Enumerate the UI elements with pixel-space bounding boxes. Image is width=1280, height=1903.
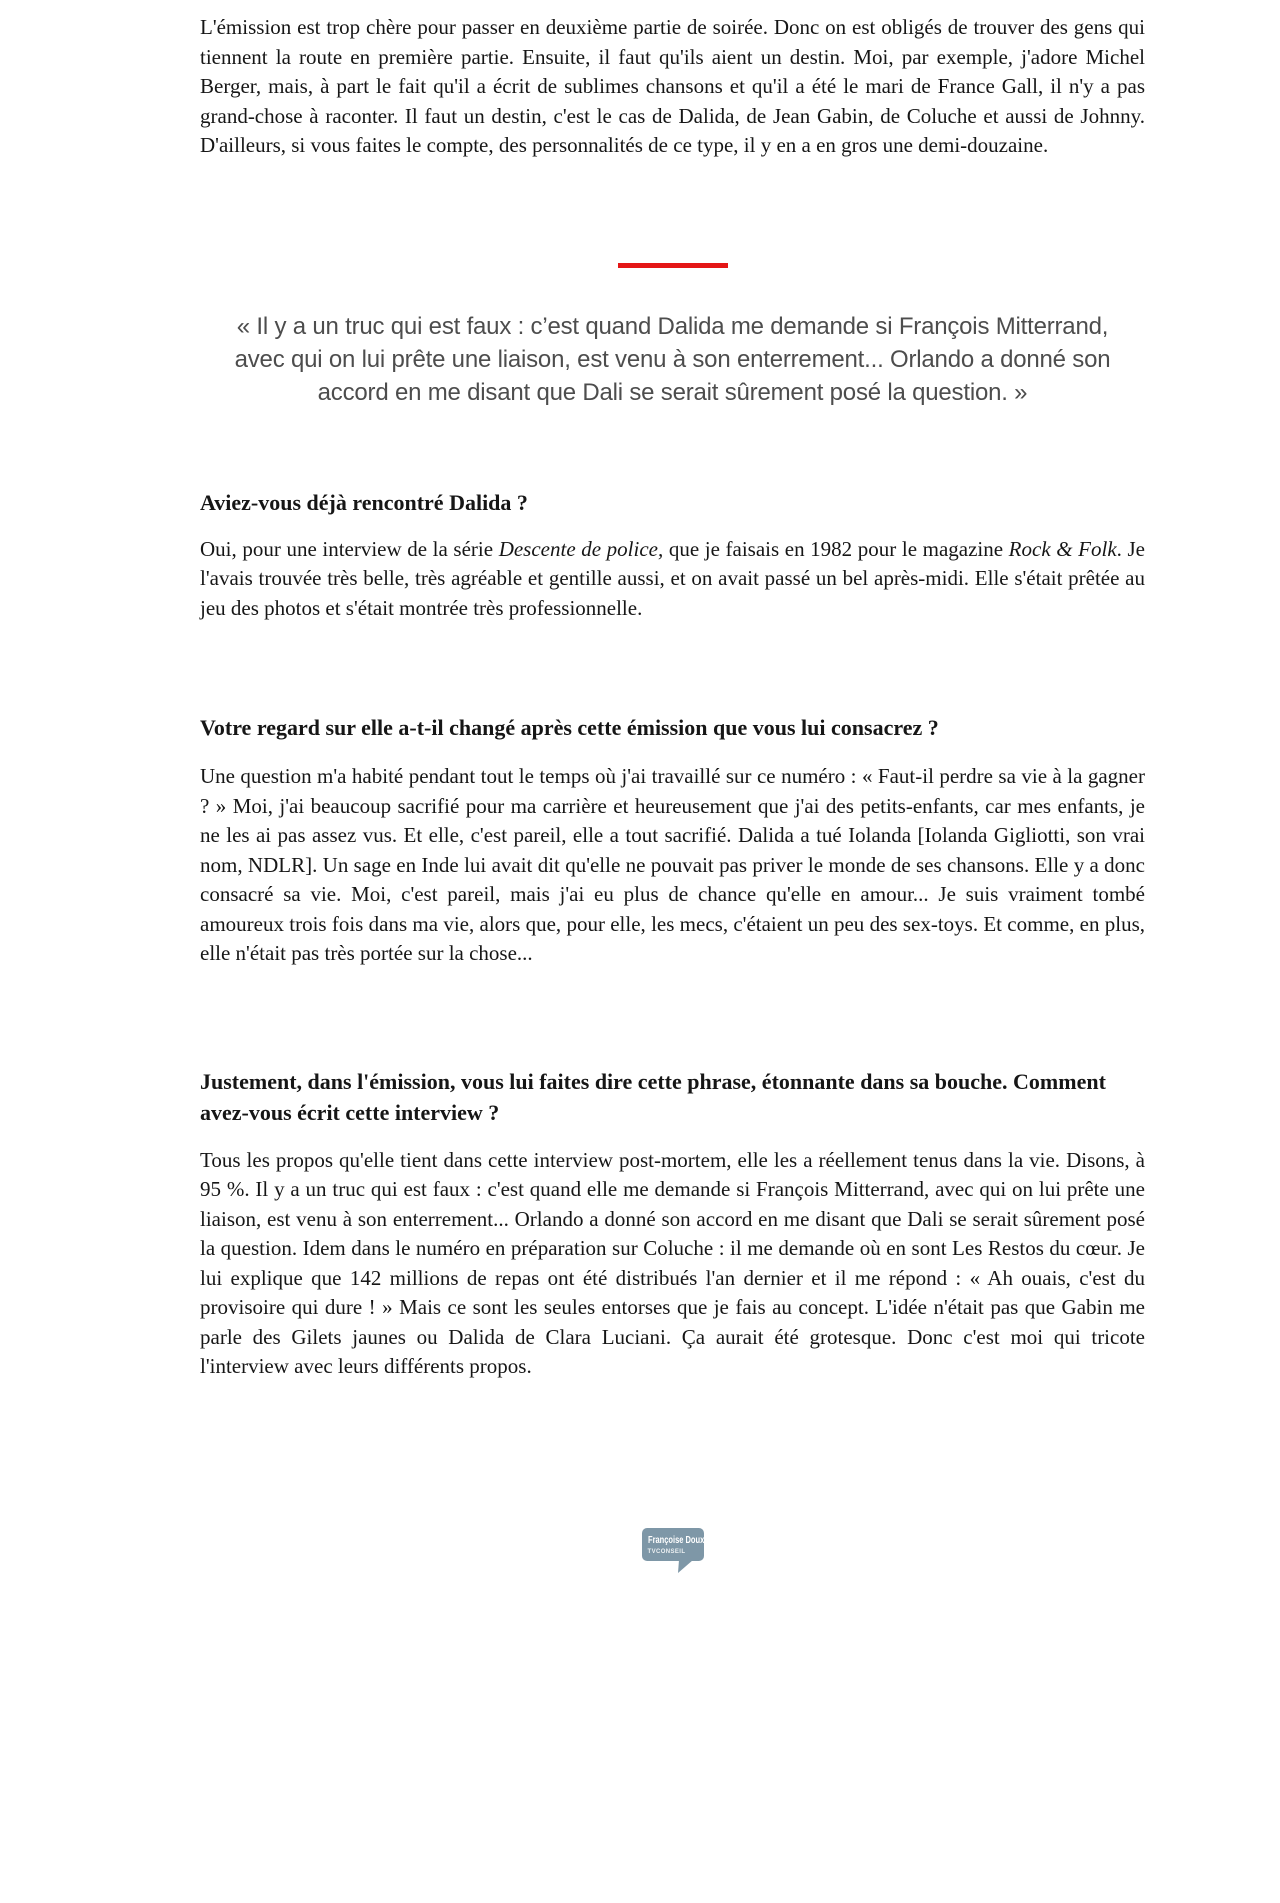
interview-article [200, 0, 1145, 1561]
question-regard-change: Votre regard sur elle a-t-il changé après cette émission que vous lui consacrez ? [200, 715, 939, 740]
question-rencontre-dalida: Aviez-vous déjà rencontré Dalida ? [200, 489, 528, 515]
answer-rencontre-dalida: Oui, pour une interview de la série Descente de police, que je faisais en 1982 pour le magazine Rock & Folk. Je l'avais trouvée très belle, très agréable et gentille aussi, et on avait passé un bel après-midi. Elle s'était prêtée au jeu des photos et s'était montrée très professionnelle. [200, 536, 1145, 620]
logo-author-name: Françoise Doux [647, 1534, 704, 1546]
red-divider [618, 263, 728, 268]
logo-subtitle: TVCONSEIL [647, 1548, 686, 1555]
question-ecriture-interview: Justement, dans l'émission, vous lui faites dire cette phrase, étonnante dans sa bouche. Comment avez-vous écrit cette interview ? [200, 1068, 1106, 1125]
answer-regard-change: Une question m'a habité pendant tout le temps où j'ai travaillé sur ce numéro : « Faut-il perdre sa vie à la gagner ? » Moi, j'ai beaucoup sacrifié pour ma carrière et heureusement que j'ai des petits-enfants, car mes enfants, je ne les ai pas assez vus. Et elle, c'est pareil, elle a tout sacrifié. Dalida a tué Iolanda [Iolanda Gigliotti, son vrai nom, NDLR]. Un sage en Inde lui avait dit qu'elle ne pouvait pas priver le monde de ses chansons. Elle y a donc consacré sa vie. Moi, c'est pareil, mais j'ai eu plus de chance qu'elle en amour... Je suis vraiment tombé amoureux trois fois dans ma vie, alors que, pour elle, les mecs, c'étaient un peu des sex-toys. Et comme, en plus, elle n'était pas très portée sur la chose... [200, 764, 1145, 965]
intro-paragraph: L'émission est trop chère pour passer en deuxième partie de soirée. Donc on est obligés de trouver des gens qui tiennent la route en première partie. Ensuite, il faut qu'ils aient un destin. Moi, par exemple, j'adore Michel Berger, mais, à part le fait qu'il a écrit de sublimes chansons et qu'il a été le mari de France Gall, il n'y a pas grand-chose à raconter. Il faut un destin, c'est le cas de Dalida, de Jean Gabin, de Coluche et aussi de Johnny. D'ailleurs, si vous faites le compte, des personnalités de ce type, il y en a en gros une demi-douzaine. [200, 15, 1145, 157]
author-logo-speech-bubble[interactable] [642, 1528, 704, 1561]
speech-bubble-tail-icon [678, 1560, 693, 1573]
pull-quote: « Il y a un truc qui est faux : c’est quand Dalida me demande si François Mitterrand, avec qui on lui prête une liaison, est venu à son enterrement... Orlando a donné son accord en me disant que Dali se serait sûrement posé la question. » [234, 312, 1111, 406]
answer-ecriture-interview: Tous les propos qu'elle tient dans cette interview post-mortem, elle les a réellement tenus dans la vie. Disons, à 95 %. Il y a un truc qui est faux : c'est quand elle me demande si François Mitterrand, avec qui on lui prête une liaison, est venu à son enterrement... Orlando a donné son accord en me disant que Dali se serait sûrement posé la question. Idem dans le numéro en préparation sur Coluche : il me demande où en sont Les Restos du cœur. Je lui explique que 142 millions de repas ont été distribués l'an dernier et il me répond : « Ah ouais, c'est du provisoire qui dure ! » Mais ce sont les seules entorses que je fais au concept. L'idée n'était pas que Gabin me parle des Gilets jaunes ou Dalida de Clara Luciani. Ça aurait été grotesque. Donc c'est moi qui tricote l'interview avec leurs différents propos. [200, 1147, 1145, 1378]
